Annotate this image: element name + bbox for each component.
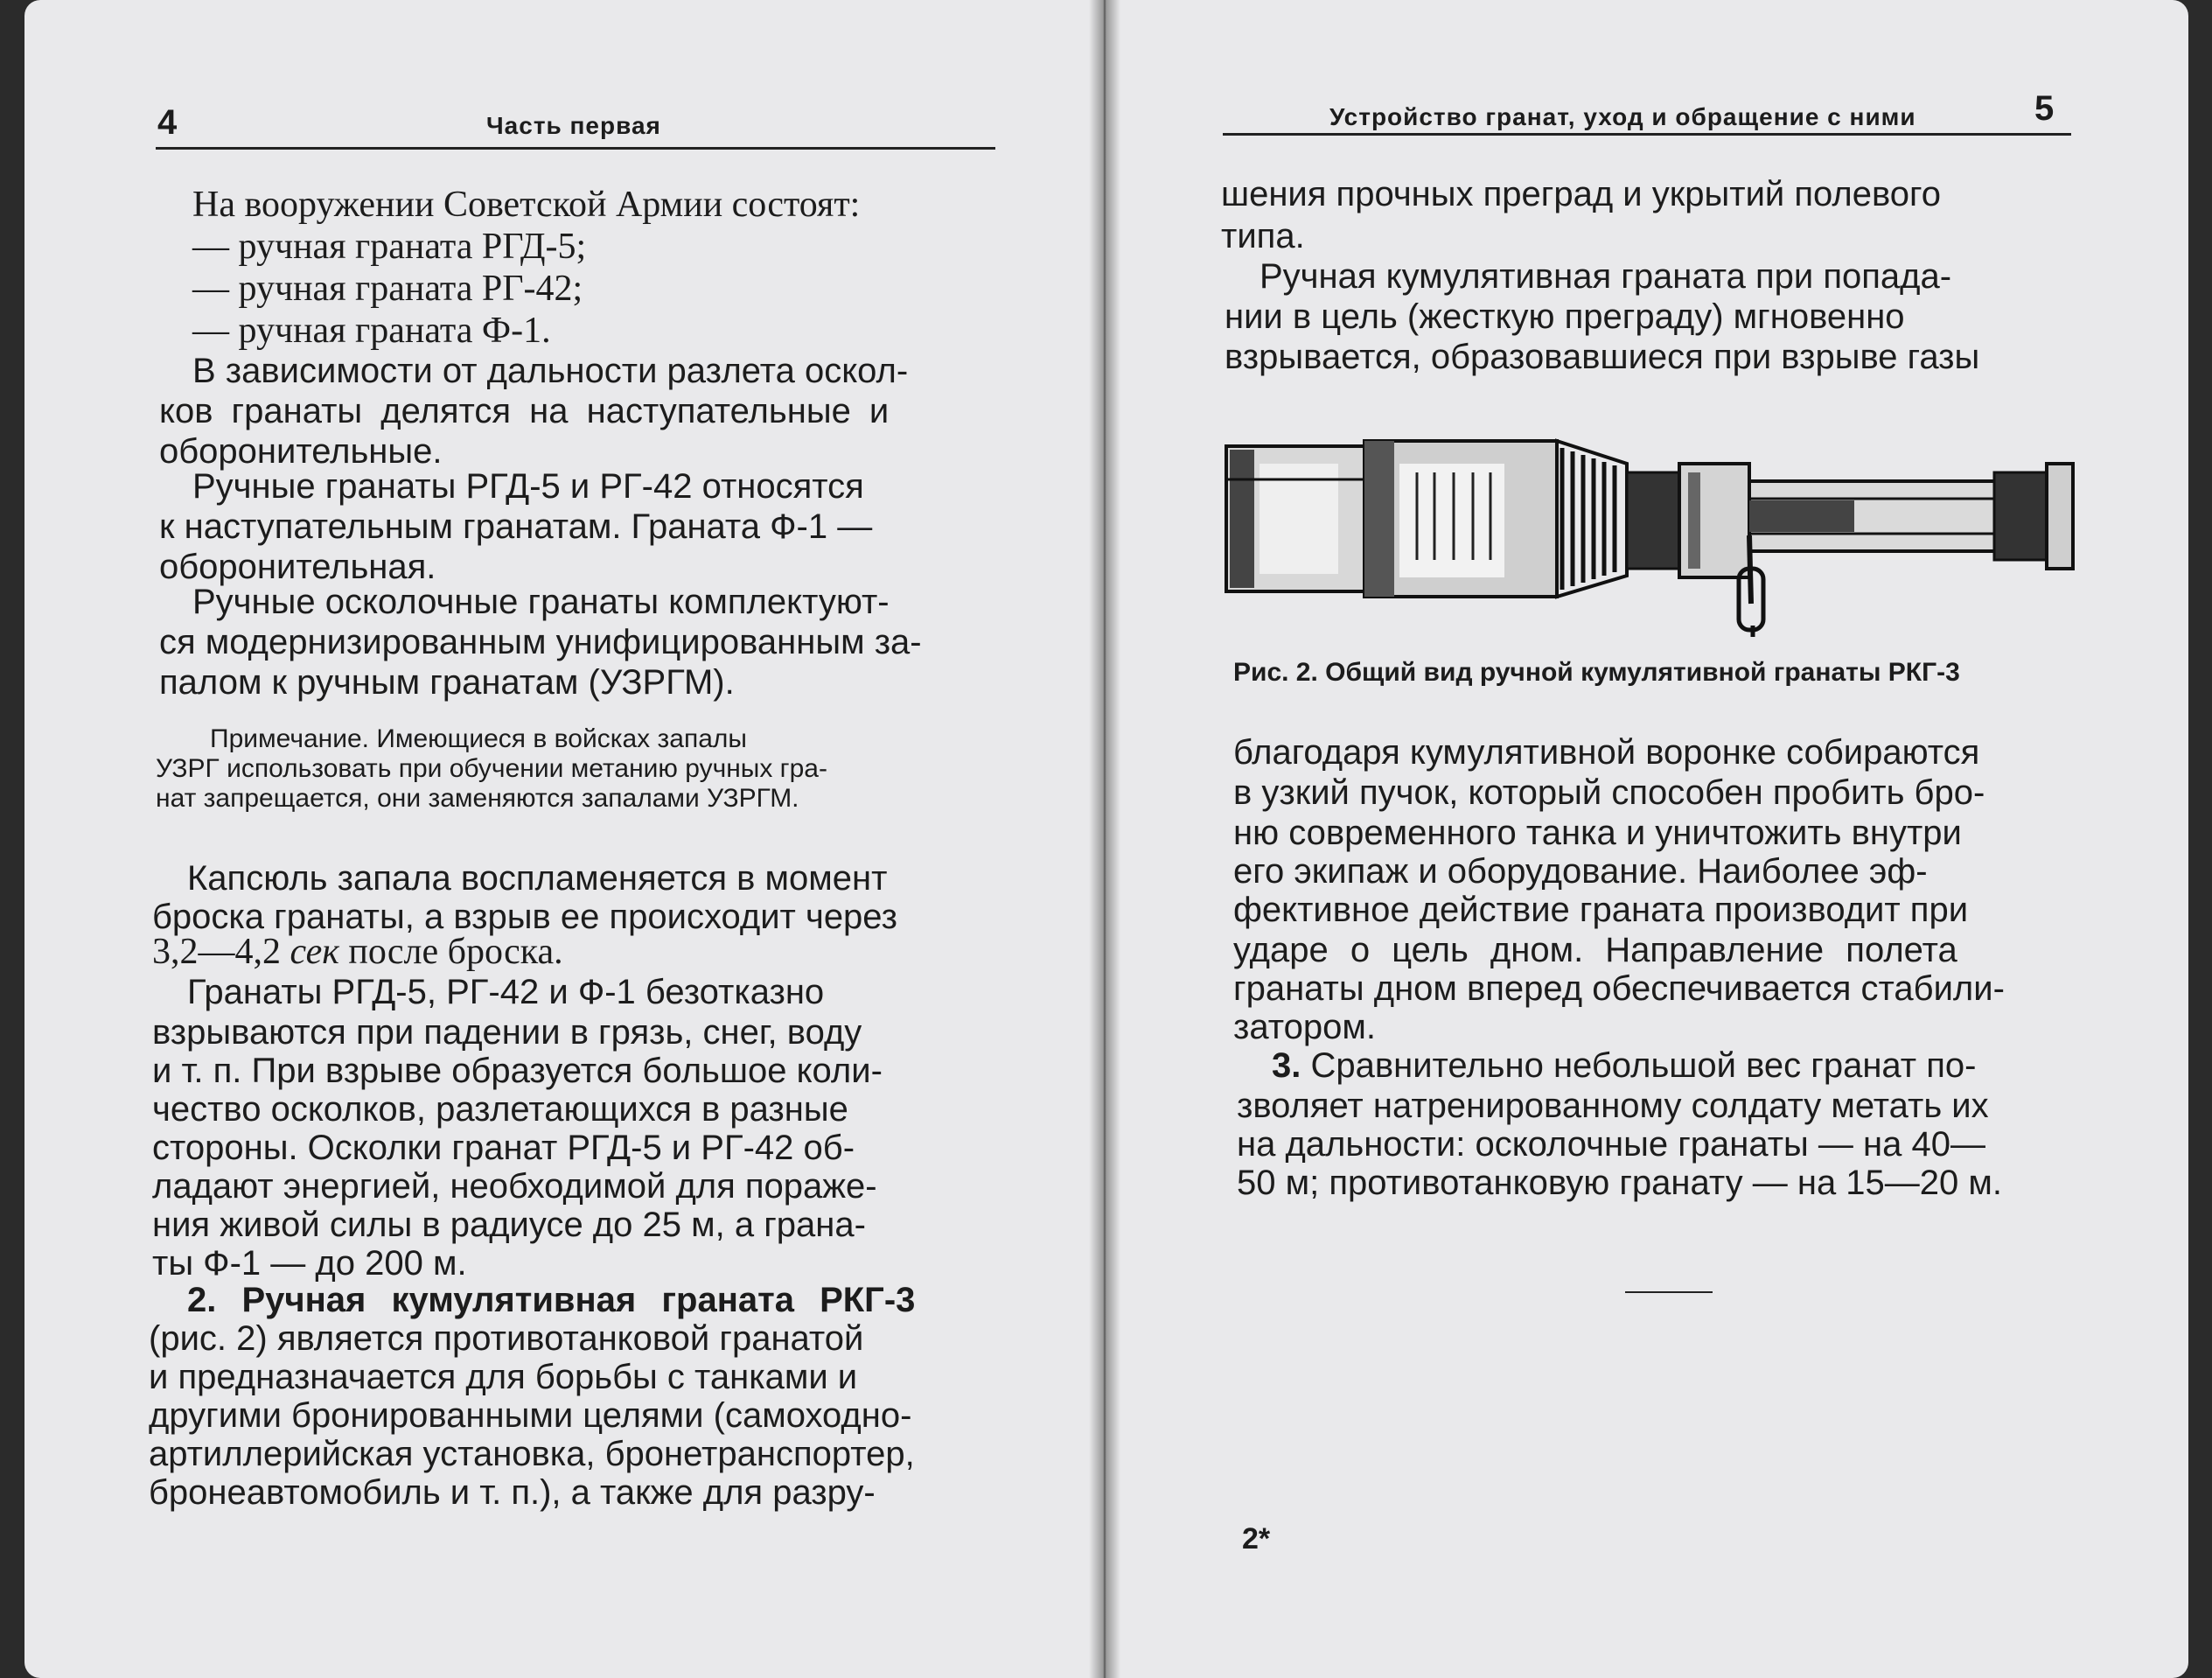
text-line: (рис. 2) является противотанковой гранатой — [149, 1319, 864, 1358]
text-line-time — [152, 931, 563, 973]
text-line: — ручная граната РГ-42; — [192, 269, 583, 309]
text-line: оборонительные. — [159, 432, 443, 471]
text-line: ты Ф-1 — до 200 м. — [152, 1244, 467, 1283]
text-line: другими бронированными целями (самоходно- — [149, 1396, 912, 1435]
text-line: Ручная кумулятивная граната при попада- — [1260, 257, 1952, 296]
text-line: и предназначается для борьбы с танками и — [149, 1358, 858, 1396]
text-line: ладают энергией, необходимой для пораже- — [152, 1167, 877, 1206]
text-line: нии в цель (жесткую преграду) мгновенно — [1225, 297, 1905, 336]
note-line: Примечание. Имеющиеся в войсках запалы — [210, 724, 747, 753]
note-line: нат запрещается, они заменяются запалами УЗРГМ. — [156, 784, 799, 813]
item-3-line — [1272, 1045, 1976, 1087]
text-line: чество осколков, разлетающихся в разные — [152, 1090, 848, 1129]
text-line: Ручные гранаты РГД-5 и РГ-42 относятся — [192, 467, 864, 506]
text-line: благодаря кумулятивной воронке собираются — [1233, 733, 1980, 772]
text-line: ния живой силы в радиусе до 25 м, а грана- — [152, 1206, 866, 1244]
text-line: шения прочных преград и укрытий полевого — [1221, 175, 1941, 213]
text-line: его экипаж и оборудование. Наиболее эф- — [1233, 852, 1928, 891]
running-head-left: Часть первая — [486, 112, 661, 139]
signature-mark: 2* — [1242, 1522, 1271, 1556]
text-line: взрывается, образовавшиеся при взрыве газы — [1225, 338, 1980, 376]
time-value: 3,2—4,2 — [152, 932, 290, 972]
text-line: бронеавтомобиль и т. п.), а также для разру- — [149, 1473, 876, 1512]
text-line: — ручная граната Ф-1. — [192, 311, 551, 351]
text-line: На вооружении Советской Армии состоят: — [192, 185, 861, 225]
text-line: фективное действие граната производит при — [1233, 891, 1969, 929]
item-3-text: Сравнительно небольшой вес гранат по- — [1301, 1046, 1977, 1085]
item-2-heading: 2. Ручная кумулятивная граната РКГ-3 — [187, 1281, 916, 1319]
text-line: взрываются при падении в грязь, снег, воду — [152, 1013, 862, 1052]
text-line: ню современного танка и уничтожить внутри — [1233, 814, 1962, 852]
text-line: типа. — [1221, 217, 1305, 255]
text-line: гранаты дном вперед обеспечивается стабили- — [1233, 969, 2005, 1008]
text-line: Гранаты РГД-5, РГ-42 и Ф-1 безотказно — [187, 973, 825, 1011]
text-line: Ручные осколочные гранаты комплектуют- — [192, 583, 890, 621]
text-line: палом к ручным гранатам (УЗРГМ). — [159, 663, 735, 702]
text-line: Капсюль запала воспламеняется в момент — [187, 859, 888, 898]
text-line: оборонительная. — [159, 548, 436, 586]
text-line: — ручная граната РГД-5; — [192, 227, 587, 267]
figure-caption: Рис. 2. Общий вид ручной кумулятивной гранаты РКГ-3 — [1233, 658, 1960, 687]
text-line: В зависимости от дальности разлета оскол- — [192, 352, 909, 390]
page-number-right: 5 — [2034, 89, 2055, 128]
text-line: затором. — [1233, 1008, 1376, 1046]
header-rule-left — [156, 147, 995, 150]
text-line: броска гранаты, а взрыв ее происходит через — [152, 898, 898, 936]
text-line: и т. п. При взрыве образуется большое коли- — [152, 1052, 883, 1090]
text-line: артиллерийская установка, бронетранспортер, — [149, 1435, 915, 1473]
item-3-number: 3. — [1272, 1046, 1301, 1085]
header-rule-right — [1223, 133, 2071, 136]
end-rule — [1625, 1291, 1713, 1293]
note-line: УЗРГ использовать при обучении метанию ручных гра- — [156, 754, 827, 783]
text-line: стороны. Осколки гранат РГД-5 и РГ-42 об- — [152, 1129, 855, 1167]
book-gutter — [1089, 0, 1120, 1678]
running-head-right: Устройство гранат, уход и обращение с ними — [1329, 103, 1916, 130]
text-line: 50 м; противотанковую гранату — на 15—20 м. — [1237, 1164, 2003, 1202]
text-line: в узкий пучок, который способен пробить бро- — [1233, 773, 1985, 812]
grenade-illustration — [1225, 437, 2082, 639]
text-line: к наступательным гранатам. Граната Ф-1 — — [159, 507, 873, 546]
text-line: ков гранаты делятся на наступательные и — [159, 392, 890, 430]
time-unit: сек — [290, 932, 339, 972]
text-line: ударе о цель дном. Направление полета — [1233, 931, 1957, 969]
time-rest: после броска. — [338, 932, 563, 972]
text-line: на дальности: осколочные гранаты — на 40— — [1237, 1125, 1985, 1164]
text-line: зволяет натренированному солдату метать их — [1237, 1087, 1989, 1125]
page-number-left: 4 — [157, 103, 178, 142]
text-line: ся модернизированным унифицированным за- — [159, 623, 922, 661]
